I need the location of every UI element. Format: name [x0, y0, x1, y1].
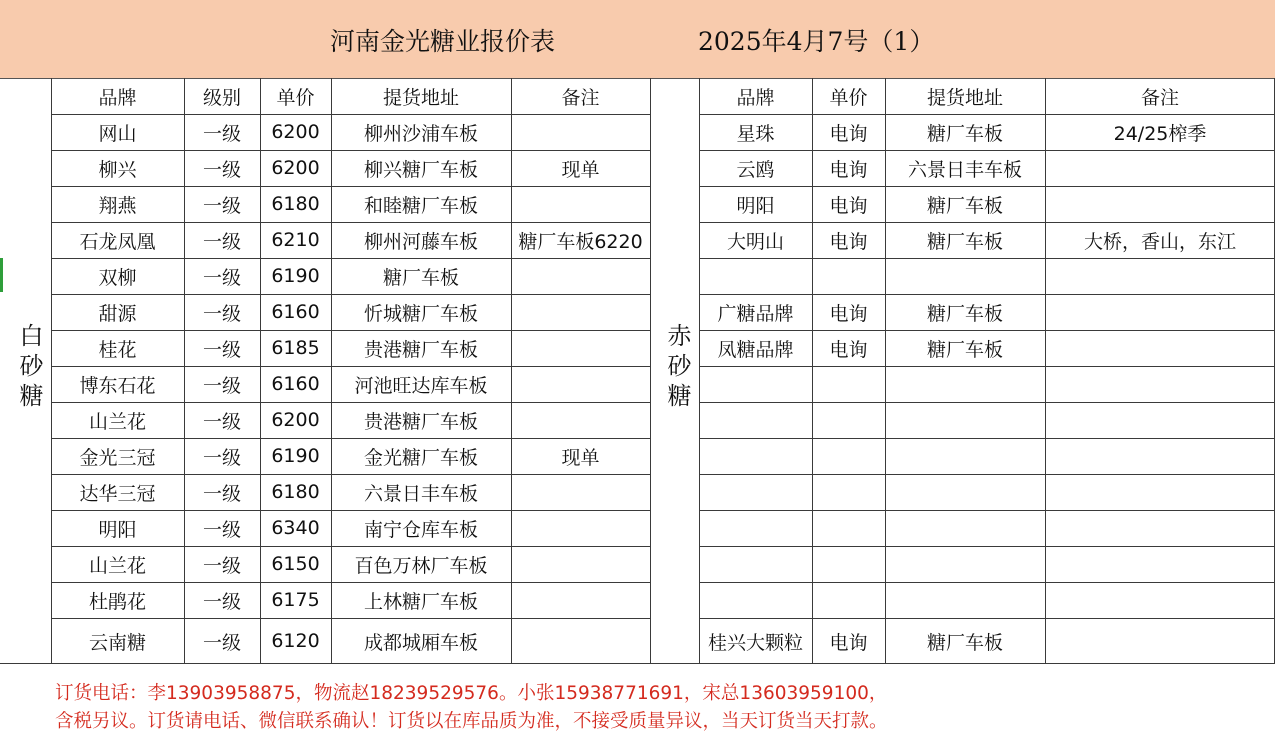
red-cell-price: 电询 — [829, 302, 868, 325]
row-divider — [699, 438, 1275, 439]
white-cell-note — [511, 546, 650, 582]
red-cell-price — [812, 438, 885, 474]
col-divider — [331, 78, 332, 664]
red-cell-price — [812, 258, 885, 294]
red-cell-brand: 凤糖品牌 — [717, 338, 794, 361]
red-cell-address — [885, 582, 1045, 618]
red-cell-price: 电询 — [829, 631, 868, 654]
sheet-date: 2025年4月7号（1） — [698, 27, 935, 56]
white-cell-price: 6180 — [271, 481, 320, 503]
white-cell-brand: 达华三冠 — [79, 482, 156, 505]
row-divider — [51, 402, 650, 403]
red-cell-price: 电询 — [829, 338, 868, 361]
red-cell-address: 六景日丰车板 — [907, 158, 1022, 181]
sheet-title: 河南金光糖业报价表 — [330, 27, 556, 56]
red-cell-address — [885, 258, 1045, 294]
red-cell-price: 电询 — [829, 158, 868, 181]
red-cell-brand: 云鸥 — [736, 158, 775, 181]
white-cell-price: 6175 — [271, 589, 320, 611]
white-cell-brand: 双柳 — [98, 266, 137, 289]
col-divider — [812, 78, 813, 664]
white-cell-note: 糖厂车板6220 — [518, 230, 643, 253]
red-cell-brand — [699, 546, 812, 582]
white-cell-note: 现单 — [561, 446, 600, 469]
white-cell-grade: 一级 — [202, 518, 241, 541]
red-cell-note — [1045, 438, 1275, 474]
white-cell-note — [511, 510, 650, 546]
red-cell-address: 糖厂车板 — [926, 230, 1003, 253]
white-cell-grade: 一级 — [202, 230, 241, 253]
row-divider — [699, 222, 1275, 223]
white-cell-price: 6190 — [271, 445, 320, 467]
row-divider — [699, 582, 1275, 583]
red-cell-note — [1045, 474, 1275, 510]
red-cell-price: 电询 — [829, 194, 868, 217]
title-banner — [0, 0, 1275, 79]
red-cell-address — [885, 546, 1045, 582]
red-cell-brand — [699, 402, 812, 438]
white-cell-price: 6200 — [271, 157, 320, 179]
white-cell-brand: 杜鹃花 — [88, 590, 146, 613]
white-cell-price: 6200 — [271, 121, 320, 143]
white-cell-grade: 一级 — [202, 482, 241, 505]
row-divider — [51, 618, 650, 619]
white-cell-grade: 一级 — [202, 554, 241, 577]
red-cell-note — [1045, 618, 1275, 664]
white-cell-address: 柳兴糖厂车板 — [363, 158, 478, 181]
footer-line-terms: 含税另议。订货请电话、微信联系确认！订货以在库品质为准，不接受质量异议，当天订货当天打款。 — [55, 711, 888, 732]
red-cell-brand — [699, 474, 812, 510]
red-cell-note — [1045, 402, 1275, 438]
white-cell-grade: 一级 — [202, 302, 241, 325]
white-cell-grade: 一级 — [202, 194, 241, 217]
col-divider — [184, 78, 185, 664]
white-cell-address: 和睦糖厂车板 — [363, 194, 478, 217]
red-cell-price — [812, 474, 885, 510]
red-cell-note: 24/25榨季 — [1113, 122, 1207, 145]
white-cell-grade: 一级 — [202, 266, 241, 289]
red-cell-brand — [699, 258, 812, 294]
red-cell-address: 糖厂车板 — [926, 122, 1003, 145]
row-divider — [51, 150, 650, 151]
white-cell-brand: 云南糖 — [88, 631, 146, 654]
white-cell-price: 6210 — [271, 229, 320, 251]
red-cell-price — [812, 546, 885, 582]
red-cell-note — [1045, 258, 1275, 294]
row-divider — [51, 582, 650, 583]
white-cell-brand: 桂花 — [98, 338, 137, 361]
white-cell-address: 柳州沙浦车板 — [363, 122, 478, 145]
white-cell-address: 成都城厢车板 — [363, 631, 478, 654]
white-cell-grade: 一级 — [202, 122, 241, 145]
white-cell-grade: 一级 — [202, 374, 241, 397]
row-divider — [51, 222, 650, 223]
red-cell-brand: 星珠 — [736, 122, 775, 145]
row-divider — [699, 114, 1275, 115]
white-cell-brand: 石龙凤凰 — [79, 230, 156, 253]
col-divider — [885, 78, 886, 664]
red-cell-brand — [699, 582, 812, 618]
white-cell-address: 河池旺达库车板 — [354, 374, 488, 397]
row-divider — [699, 258, 1275, 259]
white-cell-address: 贵港糖厂车板 — [363, 338, 478, 361]
red-cell-note — [1045, 510, 1275, 546]
white-cell-note — [511, 402, 650, 438]
white-cell-address: 上林糖厂车板 — [363, 590, 478, 613]
row-divider — [51, 546, 650, 547]
red-cell-price — [812, 366, 885, 402]
red-cell-address: 糖厂车板 — [926, 631, 1003, 654]
row-divider — [51, 510, 650, 511]
white-col-header: 级别 — [202, 86, 241, 109]
red-cell-address: 糖厂车板 — [926, 302, 1003, 325]
footer-line-contacts: 订货电话：李13903958875，物流赵18239529576。小张15938771691，宋总13603959100， — [55, 683, 888, 704]
white-cell-note — [511, 186, 650, 222]
section-label-red-sugar: 赤砂糖 — [663, 323, 691, 413]
row-divider — [51, 186, 650, 187]
white-cell-brand: 山兰花 — [88, 554, 146, 577]
red-cell-price: 电询 — [829, 122, 868, 145]
white-cell-brand: 网山 — [98, 122, 137, 145]
red-cell-brand — [699, 510, 812, 546]
white-cell-grade: 一级 — [202, 338, 241, 361]
white-cell-price: 6190 — [271, 265, 320, 287]
white-cell-brand: 甜源 — [98, 302, 137, 325]
row-divider — [51, 294, 650, 295]
white-col-header: 单价 — [276, 86, 315, 109]
white-cell-brand: 翔燕 — [98, 194, 137, 217]
white-col-header: 提货地址 — [382, 86, 459, 109]
red-cell-note — [1045, 294, 1275, 330]
col-divider — [511, 78, 512, 664]
white-cell-address: 贵港糖厂车板 — [363, 410, 478, 433]
red-cell-price — [812, 582, 885, 618]
white-col-header: 品牌 — [98, 86, 137, 109]
white-col-header: 备注 — [561, 86, 600, 109]
red-cell-brand: 大明山 — [726, 230, 784, 253]
white-cell-address: 百色万林厂车板 — [354, 554, 488, 577]
red-cell-address — [885, 438, 1045, 474]
white-cell-note — [511, 114, 650, 150]
col-divider — [260, 78, 261, 664]
red-cell-note — [1045, 546, 1275, 582]
red-col-header: 备注 — [1140, 86, 1179, 109]
white-cell-note — [511, 474, 650, 510]
white-cell-grade: 一级 — [202, 158, 241, 181]
col-divider — [1045, 78, 1046, 664]
red-cell-note — [1045, 150, 1275, 186]
white-cell-price: 6150 — [271, 553, 320, 575]
red-cell-brand — [699, 366, 812, 402]
red-cell-address — [885, 510, 1045, 546]
red-cell-brand — [699, 438, 812, 474]
white-cell-price: 6185 — [271, 337, 320, 359]
row-divider — [699, 150, 1275, 151]
white-cell-note: 现单 — [561, 158, 600, 181]
white-cell-brand: 柳兴 — [98, 158, 137, 181]
red-cell-note — [1045, 330, 1275, 366]
row-divider — [51, 366, 650, 367]
white-cell-address: 六景日丰车板 — [363, 482, 478, 505]
table-bottom-border — [0, 663, 1275, 664]
red-cell-brand: 明阳 — [736, 194, 775, 217]
white-cell-grade: 一级 — [202, 446, 241, 469]
red-cell-note — [1045, 582, 1275, 618]
white-cell-grade: 一级 — [202, 590, 241, 613]
white-cell-note — [511, 294, 650, 330]
red-cell-brand: 桂兴大颗粒 — [707, 631, 803, 654]
row-divider — [699, 366, 1275, 367]
white-cell-price: 6200 — [271, 409, 320, 431]
white-cell-note — [511, 582, 650, 618]
white-cell-price: 6340 — [271, 517, 320, 539]
white-cell-brand: 山兰花 — [88, 410, 146, 433]
price-table — [0, 78, 1275, 664]
section-label-white-sugar: 白砂糖 — [15, 323, 43, 413]
red-cell-address — [885, 366, 1045, 402]
row-divider — [51, 438, 650, 439]
col-divider — [51, 78, 52, 664]
row-divider — [699, 546, 1275, 547]
white-cell-price: 6160 — [271, 301, 320, 323]
contact-footer — [55, 680, 888, 736]
red-cell-price — [812, 510, 885, 546]
row-divider — [51, 258, 650, 259]
col-divider — [650, 78, 651, 664]
red-col-header: 品牌 — [736, 86, 775, 109]
white-cell-address: 糖厂车板 — [382, 266, 459, 289]
white-cell-price: 6180 — [271, 193, 320, 215]
white-cell-brand: 明阳 — [98, 518, 137, 541]
white-cell-note — [511, 618, 650, 664]
white-cell-price: 6120 — [271, 630, 320, 652]
row-divider — [51, 474, 650, 475]
row-divider — [699, 510, 1275, 511]
col-divider — [699, 78, 700, 664]
red-cell-address: 糖厂车板 — [926, 194, 1003, 217]
red-cell-address — [885, 474, 1045, 510]
row-divider — [51, 330, 650, 331]
white-cell-brand: 金光三冠 — [79, 446, 156, 469]
white-cell-address: 忻城糖厂车板 — [363, 302, 478, 325]
row-divider — [699, 330, 1275, 331]
red-cell-address: 糖厂车板 — [926, 338, 1003, 361]
red-cell-address — [885, 402, 1045, 438]
red-cell-note — [1045, 186, 1275, 222]
red-cell-note — [1045, 366, 1275, 402]
white-cell-grade: 一级 — [202, 410, 241, 433]
red-cell-note: 大桥，香山，东江 — [1083, 230, 1236, 253]
white-cell-address: 柳州河藤车板 — [363, 230, 478, 253]
row-divider — [699, 294, 1275, 295]
row-divider — [699, 618, 1275, 619]
white-cell-note — [511, 258, 650, 294]
red-cell-price: 电询 — [829, 230, 868, 253]
row-divider — [51, 114, 650, 115]
row-divider — [699, 186, 1275, 187]
white-cell-address: 金光糖厂车板 — [363, 446, 478, 469]
row-divider — [699, 402, 1275, 403]
red-cell-price — [812, 402, 885, 438]
row-divider — [699, 474, 1275, 475]
white-cell-note — [511, 366, 650, 402]
white-cell-price: 6160 — [271, 373, 320, 395]
white-cell-brand: 博东石花 — [79, 374, 156, 397]
red-cell-brand: 广糖品牌 — [717, 302, 794, 325]
red-col-header: 单价 — [829, 86, 868, 109]
white-cell-grade: 一级 — [202, 631, 241, 654]
white-cell-note — [511, 330, 650, 366]
red-col-header: 提货地址 — [926, 86, 1003, 109]
white-cell-address: 南宁仓库车板 — [363, 518, 478, 541]
